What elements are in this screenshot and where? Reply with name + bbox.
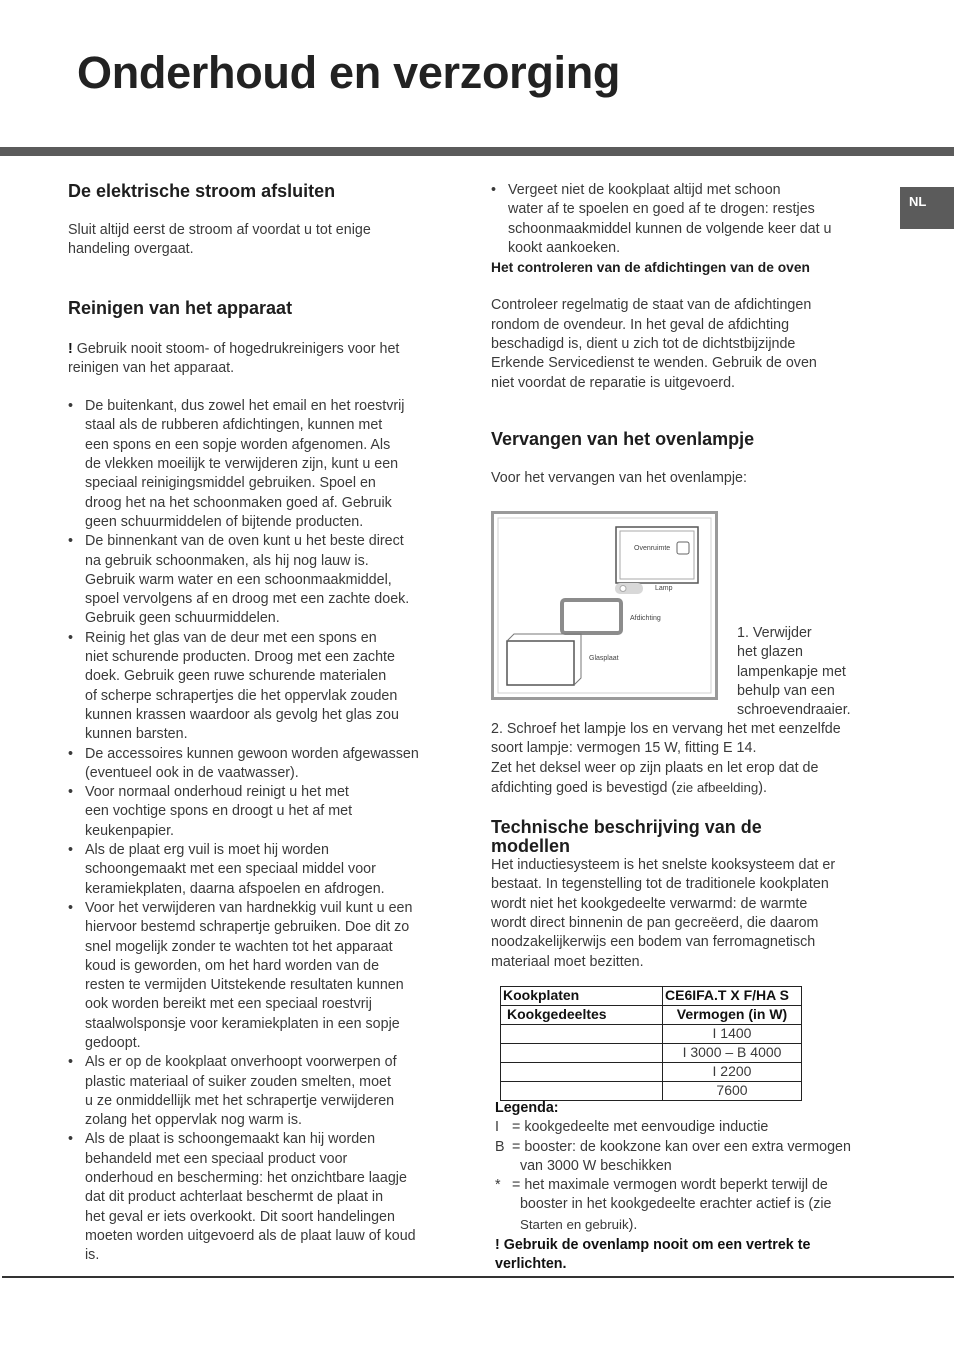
text-line: droog het na het schoonmaken goed af. Gebruik <box>85 494 392 511</box>
page-title: Onderhoud en verzorging <box>77 47 621 98</box>
table-cell: I 2200 <box>663 1062 802 1081</box>
table-cell: 7600 <box>663 1081 802 1100</box>
text-line: • Als de plaat is schoongemaakt kan hij worden <box>85 1131 376 1148</box>
table-header-row <box>501 1005 802 1024</box>
list-item <box>68 532 468 628</box>
lamp-step-1 <box>737 624 887 720</box>
text-line: gedoopt. <box>85 1034 141 1051</box>
text-line: behandeld met een speciaal product voor <box>85 1150 348 1167</box>
text-line: • Voor het verwijderen van hardnekkig vuil kunt u een <box>85 899 413 916</box>
oven-cavity-shape <box>616 527 698 583</box>
text-line: een spons en een sopje worden afgenomen. Als <box>85 436 391 453</box>
left-column <box>68 181 468 1266</box>
text-line: plastic materiaal of suiker zouden smelten, moet <box>85 1073 391 1090</box>
power-table <box>500 986 802 1101</box>
language-tab: NL <box>900 187 954 229</box>
text-line: zolang het oppervlak nog warm is. <box>85 1112 302 1129</box>
section-heading-cleaning: Reinigen van het apparaat <box>68 297 293 318</box>
section-heading-power-off: De elektrische stroom afsluiten <box>68 181 336 201</box>
text-line: kunnen krassen waardoor als gevolg het glas zou <box>85 706 399 723</box>
text-line: Zet het deksel weer op zijn plaats en let erop dat de <box>491 759 819 776</box>
list-item <box>68 899 468 1053</box>
text-line: het glazen <box>737 644 803 661</box>
text-line: of scherpe schrapertjes die het oppervlak zouden <box>85 687 398 704</box>
text-line: Gebruik warm water en een schoonmaakmiddel, <box>85 571 392 588</box>
text-line: schoongemaakt met een speciaal middel voor <box>85 861 376 878</box>
text-fragment: ). <box>758 779 767 796</box>
text-line: hiervoor bestemd schrapertje gebruiken. Doe dit zo <box>85 919 410 936</box>
table-cell: CE6IFA.T X F/HA S <box>663 986 802 1005</box>
text-line: bestaat. In tegenstelling tot de traditionele kookplaten <box>491 876 829 893</box>
text-line: staal als de rubberen afdichtingen, kunnen met <box>85 417 383 434</box>
text-line: • De accessoires kunnen gewoon worden afgewassen <box>85 745 419 762</box>
footer-rule <box>2 1276 954 1278</box>
text-line: • Reinig het glas van de deur met een spons en <box>85 629 377 646</box>
legend <box>495 1099 885 1275</box>
text-line: u ze onmiddellijk met het schrapertje verwijderen <box>85 1092 395 1109</box>
seal-label: Afdichting <box>630 615 661 622</box>
text-line: koud is geworden, om het hard worden van de <box>85 957 380 974</box>
text-line: • Voor normaal onderhoud reinigt u het met <box>85 784 349 801</box>
list-item <box>68 783 468 841</box>
text-line: = het maximale vermogen wordt beperkt terwijl de <box>512 1177 828 1194</box>
text-line: niet schurende producten. Droog met een zachte <box>85 649 395 666</box>
legend-title: Legenda: <box>495 1100 559 1116</box>
text-line: verlichten. <box>495 1256 567 1273</box>
text-line: een vochtige spons en droogt u het af met <box>85 803 353 820</box>
table-row <box>501 1043 802 1062</box>
text-line: (eventueel ook in de vaatwasser). <box>85 764 299 781</box>
table-cell: I 1400 <box>663 1024 802 1043</box>
text-line <box>68 340 468 359</box>
text-line: soort lampje: vermogen 15 W, fitting E 14. <box>491 740 757 757</box>
table-cell <box>501 1043 663 1062</box>
text-line: Sluit altijd eerst de stroom af voordat u tot enige <box>68 222 371 238</box>
legend-symbol: * <box>495 1177 501 1194</box>
text-line: • Als er op de kookplaat onverhoopt voorwerpen of <box>85 1054 397 1071</box>
text-line: lampenkapje met <box>737 663 846 680</box>
text-line: onderhoud en bescherming: het onzichtbare laagje <box>85 1170 407 1187</box>
text-fragment: afdichting goed is bevestigd ( <box>491 779 677 796</box>
seal-shape <box>562 600 621 633</box>
text-line: resten te vermijden Uitstekende resultaten kunnen <box>85 977 404 994</box>
text-line: ! Gebruik de ovenlamp nooit om een vertrek te <box>495 1237 811 1254</box>
text-line: kunnen barsten. <box>85 726 188 743</box>
text-line: • Als de plaat erg vuil is moet hij worden <box>85 842 329 859</box>
lamp-replacement-diagram <box>491 511 718 700</box>
table-header-row <box>501 986 802 1005</box>
warning-mark: ! <box>68 340 73 357</box>
text-line: reinigen van het apparaat. <box>68 359 235 376</box>
section-reference: Starten en gebruik <box>519 1216 629 1232</box>
lamp-bulb-shape <box>615 583 643 594</box>
glass-label: Glasplaat <box>589 655 619 662</box>
text-line: schoonmaakmiddel kunnen de volgende keer dat u <box>508 220 832 237</box>
text-line: moeten worden uitgevoerd als de plaat lauw of koud <box>85 1227 416 1244</box>
text-line: noodzakelijkerwijs een bodem van ferromagnetisch <box>491 934 816 951</box>
text-line: behulp van een <box>737 682 835 699</box>
text-fragment: ). <box>628 1216 638 1233</box>
text-line: geen schuurmiddelen of bijtende producten. <box>85 513 364 530</box>
lamp-intro: Voor het vervangen van het ovenlampje: <box>491 469 747 486</box>
cleaning-list <box>68 397 468 1265</box>
text-line: schroevendraaier. <box>737 702 851 719</box>
list-item <box>68 1130 468 1265</box>
text-line: na gebruik schoonmaken, als hij nog lauw is. <box>85 552 369 569</box>
table-cell: I 3000 – B 4000 <box>663 1043 802 1062</box>
text-line: speciaal reinigingsmiddel gebruiken. Spoel en <box>85 475 376 492</box>
text-line <box>491 778 891 798</box>
table-row <box>501 1024 802 1043</box>
text-line: staalwolsponsje voor keramiekplaten in een sopje <box>85 1015 400 1032</box>
text-line: handeling overgaat. <box>68 241 194 258</box>
legend-symbol: I <box>495 1119 499 1136</box>
table-cell: Kookplaten <box>501 986 663 1005</box>
text-line: spoel vervolgens af en droog met een zachte doek. <box>85 591 410 608</box>
text-line: materiaal moet bezitten. <box>491 953 644 970</box>
power-off-text <box>68 221 468 260</box>
text-line: wordt direct binnenin de pan gecreëerd, die daarom <box>491 915 819 932</box>
text-line: • De buitenkant, dus zowel het email en het roestvrij <box>85 398 405 415</box>
tech-text <box>491 856 891 972</box>
title-divider <box>0 147 954 156</box>
text-line: water af te spoelen en goed af te drogen: restjes <box>508 201 815 218</box>
table-cell: Vermogen (in W) <box>663 1005 802 1024</box>
legend-item <box>495 1138 885 1177</box>
lamp-bulb-icon <box>620 586 626 592</box>
table-cell <box>501 1081 663 1100</box>
text-line: kookt aankoeken. <box>508 239 621 256</box>
text-line: de vlekken moeilijk te verwijderen zijn, kunt u een <box>85 456 399 473</box>
list-item <box>491 181 876 258</box>
right-column-bottom <box>491 720 891 1101</box>
lamp-cover-shape <box>677 542 689 554</box>
table-cell <box>501 1062 663 1081</box>
text-line: 1. Verwijder <box>737 625 812 641</box>
list-item <box>68 1053 468 1130</box>
cleaning-warning <box>68 340 468 379</box>
legend-item <box>495 1118 885 1137</box>
text-line: snel mogelijk zonder te wachten tot het apparaat <box>85 938 393 955</box>
right-column-top <box>491 181 876 488</box>
table-cell: Kookgedeeltes <box>501 1005 663 1024</box>
rinse-list <box>491 181 876 258</box>
section-heading-tech <box>491 818 891 856</box>
text-line: Controleer regelmatig de staat van de afdichtingen <box>491 297 812 314</box>
legend-symbol: B <box>495 1138 505 1155</box>
text-line: beschadigd is, dient u zich tot de dichtstbijzijnde <box>491 336 796 353</box>
legend-item <box>495 1176 885 1235</box>
text-line: niet voordat de reparatie is uitgevoerd. <box>491 374 735 391</box>
heading-line: modellen <box>491 836 571 857</box>
figure-reference: zie afbeelding <box>676 779 759 795</box>
lamp-step-2 <box>491 720 891 798</box>
text-line: = kookgedeelte met eenvoudige inductie <box>512 1119 769 1136</box>
text-line: is. <box>85 1247 100 1264</box>
text-line: • Vergeet niet de kookplaat altijd met schoon <box>508 182 781 198</box>
list-item <box>68 629 468 745</box>
text-line: doek. Gebruik geen ruwe schurende materialen <box>85 668 387 685</box>
heading-line: Technische beschrijving van de <box>491 817 762 838</box>
text-line: 2. Schroef het lampje los en vervang het met eenzelfde <box>491 721 841 737</box>
seal-check-text <box>491 296 876 392</box>
text-line: booster in het kookgedeelte erachter actief is (zie <box>512 1196 832 1213</box>
lamp-label: Lamp <box>655 585 673 592</box>
warning-text: Gebruik nooit stoom- of hogedrukreinigers voor het <box>72 340 400 357</box>
text-line: keramiekplaten, daarna afspoelen en afdrogen. <box>85 880 385 897</box>
text-line: wordt niet het kookgedeelte verwarmd: de warmte <box>491 895 808 912</box>
text-line: Gebruik geen schuurmiddelen. <box>85 610 280 627</box>
text-line: van 3000 W beschikken <box>512 1157 672 1174</box>
lamp-warning <box>495 1236 885 1275</box>
text-line: het geval er iets overkookt. Dit soort handelingen <box>85 1208 395 1225</box>
list-item <box>68 397 468 532</box>
glass-plate-shape <box>507 641 574 685</box>
text-line <box>512 1215 885 1235</box>
text-line: keukenpapier. <box>85 822 175 839</box>
text-line: • De binnenkant van de oven kunt u het beste direct <box>85 533 404 550</box>
text-line: dat dit product achterlaat beschermt de plaat in <box>85 1189 384 1206</box>
table-row <box>501 1062 802 1081</box>
text-line: = booster: de kookzone kan over een extra vermogen <box>512 1138 851 1155</box>
table-cell <box>501 1024 663 1043</box>
list-item <box>68 841 468 899</box>
text-line: Het inductiesysteem is het snelste kooksysteem dat er <box>491 857 836 874</box>
list-item <box>68 745 468 784</box>
text-line: ook worden bereikt met een speciaal roestvrij <box>85 996 372 1013</box>
text-line: Erkende Servicedienst te wenden. Gebruik de oven <box>491 355 817 372</box>
table-row <box>501 1081 802 1100</box>
text-line: rondom de ovendeur. In het geval de afdichting <box>491 316 790 333</box>
cavity-label: Ovenruimte <box>634 545 671 552</box>
section-heading-lamp: Vervangen van het ovenlampje <box>491 428 755 449</box>
seal-check-heading: Het controleren van de afdichtingen van de oven <box>491 260 810 276</box>
